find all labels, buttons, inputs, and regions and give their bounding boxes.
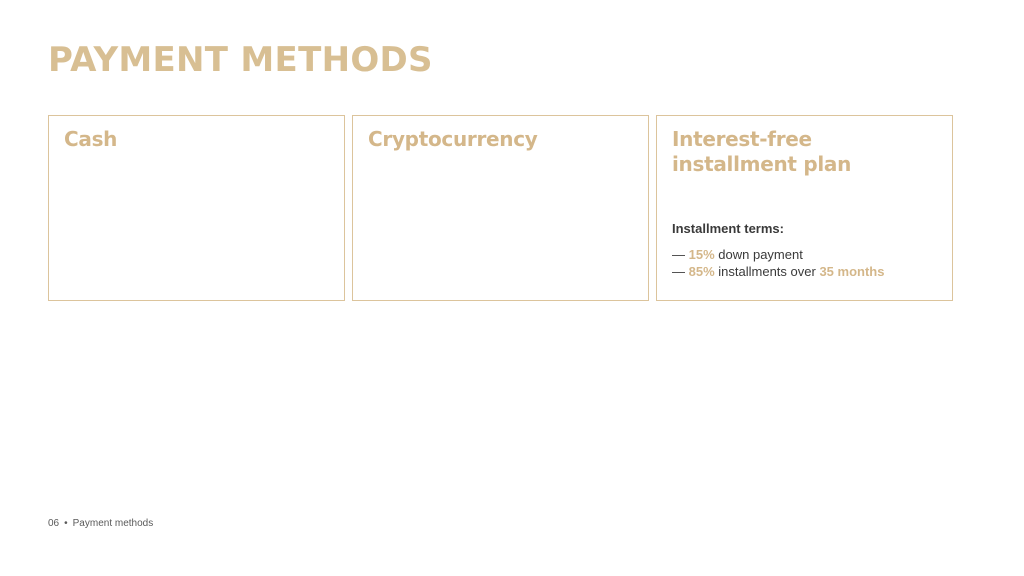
card-cash	[48, 115, 345, 301]
terms-list	[672, 246, 884, 280]
card-title	[672, 127, 937, 177]
term-text: installments over	[718, 264, 816, 279]
term-down-payment	[672, 246, 884, 263]
card-title-line1: Interest-free	[672, 127, 812, 151]
term-highlight: 85%	[688, 264, 715, 279]
card-cryptocurrency	[352, 115, 649, 301]
term-highlight-duration: 35 months	[819, 264, 885, 279]
term-dash: —	[672, 247, 685, 262]
terms-heading: Installment terms:	[672, 221, 784, 236]
payment-methods-cards	[48, 115, 953, 301]
card-title: Cryptocurrency	[368, 127, 538, 151]
page-title: PAYMENT METHODS	[48, 40, 433, 80]
card-title-line2: installment plan	[672, 152, 852, 176]
page-number: 06	[48, 518, 60, 529]
footer-separator: •	[64, 518, 68, 529]
card-installment-plan	[656, 115, 953, 301]
card-title: Cash	[64, 127, 118, 151]
term-dash: —	[672, 264, 685, 279]
term-text: down payment	[718, 247, 803, 262]
term-highlight: 15%	[688, 247, 715, 262]
footer-label: Payment methods	[72, 518, 154, 529]
term-installments	[672, 263, 884, 280]
page-footer	[48, 518, 153, 529]
